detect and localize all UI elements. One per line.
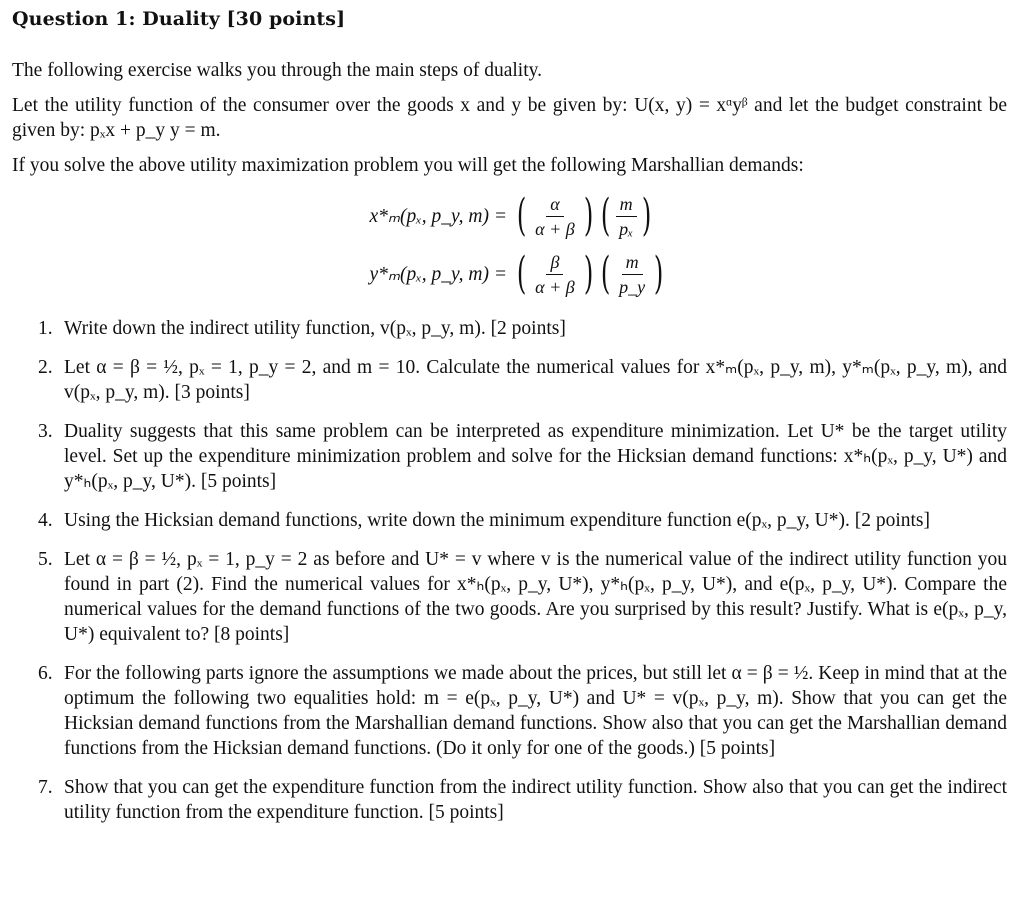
question-title: Question 1: Duality [30 points] — [12, 8, 346, 30]
question-text: Show that you can get the expenditure function from the indirect utility function. Show also that you can get the indirect utility function from the expenditure function. [5 points] — [64, 777, 1007, 823]
fraction-numerator: β — [546, 252, 563, 275]
question-item-5 — [12, 547, 1007, 647]
document-page — [12, 6, 1007, 839]
question-text: Duality suggests that this same problem can be interpreted as expenditure minimization. Let U* be the target utility level. Set up the expenditure minimization problem and solve for the Hicksian demand functions: x*ₕ(pₓ, p_y, U*) and y*ₕ(pₓ, p_y, U*). [5 points] — [64, 421, 1007, 492]
fraction-numerator: m — [622, 252, 643, 275]
fraction-numerator: α — [546, 194, 563, 217]
equation-lhs: y*ₘ(pₓ, p_y, m) = — [369, 264, 507, 285]
fraction — [531, 194, 579, 239]
fraction — [615, 194, 637, 239]
right-paren: ) — [653, 248, 664, 299]
question-number: 3. — [38, 421, 53, 442]
fraction-numerator: m — [616, 194, 637, 217]
intro-paragraph-2: Let the utility function of the consumer over the goods x and y be given by: U(x, y) = xᵅyᵝ and let the budget constraint be given by: pₓx + p_y y = m. — [12, 95, 1007, 141]
fraction — [615, 252, 649, 297]
left-paren: ( — [516, 190, 527, 241]
fraction-denominator: pₓ — [619, 218, 634, 239]
equation-x-demand — [12, 188, 1007, 244]
question-item-7 — [12, 775, 1007, 825]
fraction-denominator: p_y — [619, 276, 646, 297]
question-list — [12, 316, 1007, 825]
equation-lhs: x*ₘ(pₓ, p_y, m) = — [369, 206, 507, 227]
fraction-denominator: α + β — [535, 218, 575, 239]
question-number: 2. — [38, 357, 53, 378]
question-text: Write down the indirect utility function, v(pₓ, p_y, m). [2 points] — [64, 318, 566, 339]
right-paren: ) — [583, 190, 594, 241]
left-paren: ( — [600, 190, 611, 241]
fraction — [531, 252, 579, 297]
question-item-2 — [12, 355, 1007, 405]
question-item-4 — [12, 508, 1007, 533]
marshallian-demand-equations — [12, 188, 1007, 302]
equation-y-demand — [12, 246, 1007, 302]
right-paren: ) — [642, 190, 652, 241]
intro-paragraph-3: If you solve the above utility maximization problem you will get the following Marshallian demands: — [12, 155, 804, 176]
left-paren: ( — [516, 248, 527, 299]
question-item-1 — [12, 316, 1007, 341]
question-text: Using the Hicksian demand functions, write down the minimum expenditure function e(pₓ, p_y, U*). [2 points] — [64, 510, 931, 531]
question-text: For the following parts ignore the assumptions we made about the prices, but still let α = β = ½. Keep in mind that at the optimum the following two equalities hold: m = e(pₓ, p_y, U*) and U* = v(pₓ, p_y, m). Show that you can get the Hicksian demand functions from the Marshallian demand functions. Show also that you can get the Marshallian demand functions from the Hicksian demand functions. (Do it only for one of the goods.) [5 points] — [64, 663, 1007, 759]
question-number: 6. — [38, 663, 53, 684]
question-number: 4. — [38, 510, 53, 531]
question-number: 1. — [38, 318, 53, 339]
equation-rhs — [513, 248, 667, 299]
right-paren: ) — [583, 248, 594, 299]
equation-rhs — [513, 190, 655, 241]
question-number: 7. — [38, 777, 53, 798]
left-paren: ( — [600, 248, 611, 299]
fraction-denominator: α + β — [535, 276, 575, 297]
question-text: Let α = β = ½, pₓ = 1, p_y = 2, and m = 10. Calculate the numerical values for x*ₘ(pₓ, p_y, m), y*ₘ(pₓ, p_y, m), and v(pₓ, p_y, m). [3 points] — [64, 357, 1007, 403]
question-number: 5. — [38, 549, 53, 570]
question-item-3 — [12, 419, 1007, 494]
question-text: Let α = β = ½, pₓ = 1, p_y = 2 as before and U* = v where v is the numerical value of the indirect utility function you found in part (2). Find the numerical values for x*ₕ(pₓ, p_y, U*), y*ₕ(pₓ, p_y, U*), and e(pₓ, p_y, U*). Compare the numerical values for the demand functions of the two goods. Are you surprised by this result? Justify. What is e(pₓ, p_y, U*) equivalent to? [8 points] — [64, 549, 1007, 645]
question-item-6 — [12, 661, 1007, 761]
intro-paragraph-1: The following exercise walks you through the main steps of duality. — [12, 60, 542, 81]
